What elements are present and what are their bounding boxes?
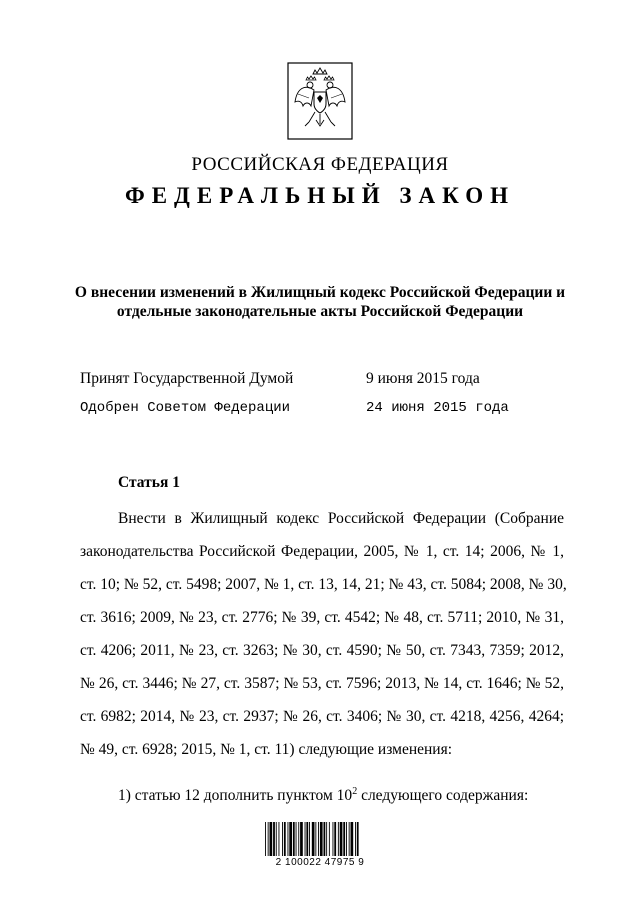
barcode-bar (343, 822, 345, 856)
barcode-bar (270, 822, 273, 856)
country-title: РОССИЙСКАЯ ФЕДЕРАЦИЯ (191, 154, 449, 175)
law-subject-line-2: отдельные законодательные акты Российской Федерации (116, 303, 524, 320)
barcode-number: 2 100022 47975 9 (275, 857, 365, 868)
article-item-1 (118, 786, 528, 805)
barcode-bar (300, 822, 303, 856)
item-1-text: 1) статью 12 дополнить пунктом 10 (118, 787, 353, 805)
barcode-bar (329, 822, 330, 856)
article-text-line: ст. 10; № 52, ст. 5498; 2007, № 1, ст. 13, 14, 21; № 43, ст. 5084; 2008, № 30, (80, 576, 567, 593)
barcode-bar (346, 822, 347, 856)
barcode-bar (288, 822, 289, 856)
barcode-bar (309, 822, 310, 856)
barcode-bar (293, 822, 295, 856)
barcode-bar (296, 822, 297, 856)
barcode-bar (273, 822, 275, 856)
barcode-bar (320, 822, 323, 856)
barcode-bar (340, 822, 343, 856)
barcode-bar (298, 822, 299, 856)
duma-adoption-label: Принят Государственной Думой (80, 370, 294, 387)
law-subject-line-1: О внесении изменений в Жилищный кодекс Российской Федерации и (74, 284, 566, 301)
barcode-graphic (263, 822, 359, 856)
barcode-bar (306, 822, 308, 856)
article-text-line: ст. 3616; 2009, № 23, ст. 2776; № 39, ст. 4542; № 48, ст. 5711; 2010, № 31, (80, 609, 564, 626)
barcode-bar (284, 822, 286, 856)
barcode-bar (324, 822, 326, 856)
article-text-line: № 26, ст. 3446; № 27, ст. 3587; № 53, ст. 7596; 2013, № 14, ст. 1646; № 52, (80, 675, 564, 692)
article-text-line: законодательства Российской Федерации, 2005, № 1, ст. 14; 2006, № 1, (80, 543, 564, 560)
council-approval-label: Одобрен Советом Федерации (80, 400, 291, 416)
barcode-bar (289, 822, 292, 856)
barcode-bar (351, 822, 354, 856)
article-text-line: ст. 6982; 2014, № 23, ст. 2937; № 26, ст. 3406; № 30, ст. 4218, 4256, 4264; (80, 708, 564, 725)
barcode-bar (265, 822, 266, 856)
barcode-bar (318, 822, 319, 856)
barcode-bar (334, 822, 336, 856)
item-1-superscript: 2 (352, 786, 358, 797)
article-text-line: Внести в Жилищный кодекс Российской Федерации (Собрание (118, 510, 564, 527)
barcode-bar (268, 822, 269, 856)
council-approval-date: 24 июня 2015 года (366, 400, 509, 416)
barcode-bar (333, 822, 334, 856)
barcode-bar (305, 822, 306, 856)
barcode-bar (338, 822, 339, 856)
barcode-bar (357, 822, 359, 856)
duma-adoption-date: 9 июня 2015 года (366, 370, 480, 387)
barcode-bar (315, 822, 316, 856)
barcode-bar (279, 822, 280, 856)
article-text-line: № 49, ст. 6928; 2015, № 1, ст. 11) следующие изменения: (80, 741, 453, 758)
coat-of-arms-emblem (287, 62, 353, 140)
article-text-line: ст. 4206; 2011, № 23, ст. 3263; № 30, ст. 4590; № 50, ст. 7343, 7359; 2012, (80, 642, 564, 659)
barcode-bar (349, 822, 350, 856)
barcode-bar (276, 822, 277, 856)
barcode-bar (282, 822, 283, 856)
item-1-rest: следующего содержания: (357, 787, 529, 805)
barcode-bar (312, 822, 315, 856)
barcode-bar (326, 822, 327, 856)
document-type-title: ФЕДЕРАЛЬНЫЙ ЗАКОН (124, 183, 516, 208)
barcode-bar (355, 822, 356, 856)
article-heading: Статья 1 (118, 474, 180, 491)
